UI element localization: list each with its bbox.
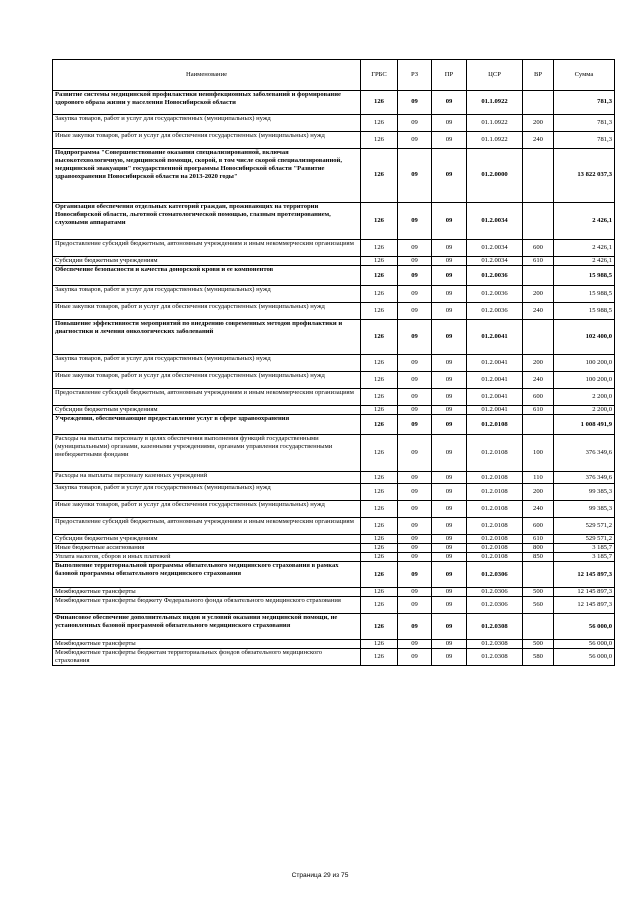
cell-rz: 09 (398, 203, 432, 240)
table-row (53, 597, 615, 614)
cell-rz: 09 (398, 415, 432, 435)
table-row (53, 286, 615, 303)
cell-sum: 56 000,0 (554, 649, 615, 666)
cell-vr (523, 562, 554, 588)
cell-pr: 09 (432, 257, 467, 266)
cell-vr: 200 (523, 355, 554, 372)
cell-sum: 56 000,0 (554, 640, 615, 649)
table-header (53, 60, 615, 91)
cell-name: Иные закупки товаров, работ и услуг для обеспечения государственных (муниципальных) нужд (53, 132, 361, 149)
cell-grbs: 126 (361, 91, 398, 115)
column-header-vr: ВР (523, 60, 554, 91)
budget-table (52, 59, 615, 666)
cell-sum: 2 426,1 (554, 257, 615, 266)
cell-csr: 01.2.0034 (467, 203, 523, 240)
table-row (53, 472, 615, 484)
cell-name: Иные закупки товаров, работ и услуг для обеспечения государственных (муниципальных) нужд (53, 372, 361, 389)
table-row (53, 372, 615, 389)
table-row (53, 544, 615, 553)
cell-pr: 09 (432, 535, 467, 544)
column-header-rz: РЗ (398, 60, 432, 91)
cell-sum: 100 200,0 (554, 355, 615, 372)
cell-grbs: 126 (361, 544, 398, 553)
cell-grbs: 126 (361, 266, 398, 286)
cell-csr: 01.2.0108 (467, 544, 523, 553)
table-row (53, 257, 615, 266)
cell-vr: 200 (523, 286, 554, 303)
cell-name: Межбюджетные трансферты (53, 640, 361, 649)
cell-name: Предоставление субсидий бюджетным, автономным учреждениям и иным некоммерческим организациям (53, 240, 361, 257)
column-header-csr: ЦСР (467, 60, 523, 91)
cell-name: Межбюджетные трансферты бюджетам территориальных фондов обязательного медицинского страхования (53, 649, 361, 666)
column-header-pr: ПР (432, 60, 467, 91)
table-row (53, 535, 615, 544)
cell-pr: 09 (432, 501, 467, 518)
cell-vr: 200 (523, 115, 554, 132)
cell-csr: 01.2.0036 (467, 286, 523, 303)
cell-pr: 09 (432, 240, 467, 257)
cell-pr: 09 (432, 518, 467, 535)
cell-grbs: 126 (361, 518, 398, 535)
cell-vr: 610 (523, 406, 554, 415)
page-number: Страница 29 из 75 (291, 872, 349, 879)
table-row (53, 91, 615, 115)
cell-rz: 09 (398, 472, 432, 484)
cell-pr: 09 (432, 406, 467, 415)
cell-pr: 09 (432, 640, 467, 649)
cell-vr (523, 614, 554, 640)
table-row (53, 640, 615, 649)
cell-sum: 99 385,3 (554, 484, 615, 501)
table-row (53, 266, 615, 286)
cell-csr: 01.2.0000 (467, 149, 523, 203)
cell-grbs: 126 (361, 203, 398, 240)
cell-grbs: 126 (361, 115, 398, 132)
cell-sum: 100 200,0 (554, 372, 615, 389)
table-row (53, 501, 615, 518)
cell-rz: 09 (398, 372, 432, 389)
cell-name: Финансовое обеспечение дополнительных видов и условий оказания медицинской помощи, не установленных базовой программой обязательного медицинского страхования (53, 614, 361, 640)
cell-csr: 01.2.0108 (467, 484, 523, 501)
cell-vr: 100 (523, 435, 554, 472)
cell-sum: 781,3 (554, 91, 615, 115)
cell-name: Субсидии бюджетным учреждениям (53, 406, 361, 415)
cell-csr: 01.2.0041 (467, 355, 523, 372)
table-row (53, 320, 615, 355)
cell-name: Расходы на выплаты персоналу казенных учреждений (53, 472, 361, 484)
table-row (53, 115, 615, 132)
cell-rz: 09 (398, 240, 432, 257)
cell-rz: 09 (398, 562, 432, 588)
cell-sum: 12 145 897,3 (554, 562, 615, 588)
cell-csr: 01.2.0034 (467, 257, 523, 266)
cell-pr: 09 (432, 303, 467, 320)
cell-grbs: 126 (361, 435, 398, 472)
cell-vr (523, 266, 554, 286)
cell-sum: 12 145 897,3 (554, 597, 615, 614)
table-row (53, 415, 615, 435)
cell-pr: 09 (432, 562, 467, 588)
cell-pr: 09 (432, 614, 467, 640)
cell-sum: 15 988,5 (554, 266, 615, 286)
cell-sum: 1 008 491,9 (554, 415, 615, 435)
cell-name: Иные закупки товаров, работ и услуг для обеспечения государственных (муниципальных) нужд (53, 303, 361, 320)
cell-csr: 01.2.0308 (467, 640, 523, 649)
cell-pr: 09 (432, 544, 467, 553)
cell-grbs: 126 (361, 389, 398, 406)
cell-rz: 09 (398, 406, 432, 415)
cell-rz: 09 (398, 149, 432, 203)
cell-pr: 09 (432, 372, 467, 389)
cell-csr: 01.2.0308 (467, 614, 523, 640)
cell-grbs: 126 (361, 406, 398, 415)
cell-grbs: 126 (361, 614, 398, 640)
cell-rz: 09 (398, 640, 432, 649)
table-row (53, 649, 615, 666)
cell-csr: 01.2.0041 (467, 406, 523, 415)
cell-grbs: 126 (361, 535, 398, 544)
cell-csr: 01.2.0108 (467, 553, 523, 562)
cell-sum: 2 426,1 (554, 240, 615, 257)
column-header-name: Наименование (53, 60, 361, 91)
cell-grbs: 126 (361, 562, 398, 588)
cell-vr: 240 (523, 501, 554, 518)
cell-rz: 09 (398, 435, 432, 472)
table-row (53, 614, 615, 640)
cell-grbs: 126 (361, 640, 398, 649)
cell-pr: 09 (432, 115, 467, 132)
cell-sum: 2 426,1 (554, 203, 615, 240)
cell-sum: 12 145 897,3 (554, 588, 615, 597)
table-row (53, 389, 615, 406)
cell-vr: 240 (523, 132, 554, 149)
cell-name: Учреждения, обеспечивающие предоставление услуг в сфере здравоохранения (53, 415, 361, 435)
cell-name: Субсидии бюджетным учреждениям (53, 257, 361, 266)
cell-sum: 3 185,7 (554, 544, 615, 553)
cell-csr: 01.2.0041 (467, 320, 523, 355)
table-row (53, 132, 615, 149)
cell-vr: 500 (523, 588, 554, 597)
cell-pr: 09 (432, 286, 467, 303)
cell-grbs: 126 (361, 649, 398, 666)
column-header-sum: Сумма (554, 60, 615, 91)
cell-rz: 09 (398, 501, 432, 518)
cell-rz: 09 (398, 355, 432, 372)
cell-csr: 01.2.0308 (467, 649, 523, 666)
cell-sum: 2 200,0 (554, 389, 615, 406)
cell-vr: 800 (523, 544, 554, 553)
cell-grbs: 126 (361, 303, 398, 320)
cell-vr (523, 415, 554, 435)
cell-name: Подпрограмма "Совершенствование оказания специализированной, включая высокотехнологичную, медицинской помощи, скорой, в том числе скорой специализированной, медицинской эвакуации" государственной программы Новосибирской области "Развитие здравоохранения Новосибирской области на 2013-2020 годы" (53, 149, 361, 203)
cell-rz: 09 (398, 91, 432, 115)
cell-grbs: 126 (361, 415, 398, 435)
cell-vr: 240 (523, 303, 554, 320)
cell-rz: 09 (398, 303, 432, 320)
cell-vr (523, 203, 554, 240)
cell-vr: 610 (523, 535, 554, 544)
cell-pr: 09 (432, 588, 467, 597)
cell-rz: 09 (398, 115, 432, 132)
cell-vr: 110 (523, 472, 554, 484)
cell-vr: 600 (523, 240, 554, 257)
cell-rz: 09 (398, 588, 432, 597)
cell-sum: 376 349,6 (554, 472, 615, 484)
cell-sum: 376 349,6 (554, 435, 615, 472)
cell-pr: 09 (432, 320, 467, 355)
cell-name: Межбюджетные трансферты бюджету Федерального фонда обязательного медицинского страхования (53, 597, 361, 614)
cell-csr: 01.2.0034 (467, 240, 523, 257)
cell-vr (523, 320, 554, 355)
cell-grbs: 126 (361, 286, 398, 303)
cell-name: Иные закупки товаров, работ и услуг для обеспечения государственных (муниципальных) нужд (53, 501, 361, 518)
cell-name: Расходы на выплаты персоналу в целях обеспечения выполнения функций государственными (муниципальными) органами, казенными учреждениями, органами управления государственными внебюджетными фондами (53, 435, 361, 472)
table-row (53, 518, 615, 535)
cell-rz: 09 (398, 535, 432, 544)
cell-grbs: 126 (361, 597, 398, 614)
cell-vr: 240 (523, 372, 554, 389)
cell-sum: 781,3 (554, 115, 615, 132)
cell-pr: 09 (432, 415, 467, 435)
cell-grbs: 126 (361, 553, 398, 562)
cell-pr: 09 (432, 132, 467, 149)
table-body (53, 91, 615, 666)
table-row (53, 149, 615, 203)
cell-pr: 09 (432, 472, 467, 484)
cell-name: Иные бюджетные ассигнования (53, 544, 361, 553)
cell-pr: 09 (432, 266, 467, 286)
table-row (53, 303, 615, 320)
table-row (53, 435, 615, 472)
cell-pr: 09 (432, 435, 467, 472)
table-row (53, 203, 615, 240)
cell-csr: 01.2.0108 (467, 472, 523, 484)
cell-sum: 15 988,5 (554, 286, 615, 303)
table-row (53, 562, 615, 588)
cell-vr: 580 (523, 649, 554, 666)
cell-grbs: 126 (361, 320, 398, 355)
cell-csr: 01.2.0306 (467, 597, 523, 614)
cell-csr: 01.2.0108 (467, 535, 523, 544)
cell-vr: 850 (523, 553, 554, 562)
cell-vr: 600 (523, 518, 554, 535)
cell-rz: 09 (398, 320, 432, 355)
cell-pr: 09 (432, 484, 467, 501)
cell-vr: 560 (523, 597, 554, 614)
cell-rz: 09 (398, 553, 432, 562)
cell-vr: 500 (523, 640, 554, 649)
cell-name: Развитие системы медицинской профилактики неинфекционных заболеваний и формирование здорового образа жизни у населения Новосибирской области (53, 91, 361, 115)
cell-name: Закупка товаров, работ и услуг для государственных (муниципальных) нужд (53, 286, 361, 303)
cell-rz: 09 (398, 266, 432, 286)
cell-csr: 01.2.0108 (467, 415, 523, 435)
cell-name: Межбюджетные трансферты (53, 588, 361, 597)
cell-rz: 09 (398, 597, 432, 614)
cell-rz: 09 (398, 544, 432, 553)
cell-name: Закупка товаров, работ и услуг для государственных (муниципальных) нужд (53, 484, 361, 501)
cell-name: Субсидии бюджетным учреждениям (53, 535, 361, 544)
cell-grbs: 126 (361, 588, 398, 597)
table-row (53, 240, 615, 257)
cell-csr: 01.2.0041 (467, 372, 523, 389)
cell-csr: 01.2.0036 (467, 266, 523, 286)
cell-pr: 09 (432, 389, 467, 406)
cell-grbs: 126 (361, 472, 398, 484)
cell-csr: 01.1.0922 (467, 91, 523, 115)
cell-grbs: 126 (361, 132, 398, 149)
cell-name: Закупка товаров, работ и услуг для государственных (муниципальных) нужд (53, 115, 361, 132)
cell-rz: 09 (398, 484, 432, 501)
cell-pr: 09 (432, 597, 467, 614)
cell-rz: 09 (398, 257, 432, 266)
cell-sum: 529 571,2 (554, 518, 615, 535)
cell-sum: 56 000,0 (554, 614, 615, 640)
cell-grbs: 126 (361, 355, 398, 372)
cell-csr: 01.2.0036 (467, 303, 523, 320)
cell-rz: 09 (398, 132, 432, 149)
header-row (53, 60, 615, 91)
cell-rz: 09 (398, 649, 432, 666)
cell-name: Закупка товаров, работ и услуг для государственных (муниципальных) нужд (53, 355, 361, 372)
column-header-grbs: ГРБС (361, 60, 398, 91)
cell-sum: 13 822 037,3 (554, 149, 615, 203)
cell-csr: 01.2.0108 (467, 435, 523, 472)
cell-name: Обеспечение безопасности и качества донорской крови и ее компонентов (53, 266, 361, 286)
cell-pr: 09 (432, 649, 467, 666)
cell-csr: 01.1.0922 (467, 115, 523, 132)
cell-name: Предоставление субсидий бюджетным, автономным учреждениям и иным некоммерческим организациям (53, 518, 361, 535)
cell-name: Выполнение территориальной программы обязательного медицинского страхования в рамках базовой программы обязательного медицинского страхования (53, 562, 361, 588)
cell-vr: 200 (523, 484, 554, 501)
cell-rz: 09 (398, 614, 432, 640)
cell-csr: 01.2.0041 (467, 389, 523, 406)
table-row (53, 553, 615, 562)
cell-grbs: 126 (361, 240, 398, 257)
cell-name: Предоставление субсидий бюджетным, автономным учреждениям и иным некоммерческим организациям (53, 389, 361, 406)
cell-vr: 600 (523, 389, 554, 406)
cell-rz: 09 (398, 389, 432, 406)
table-row (53, 484, 615, 501)
cell-sum: 781,3 (554, 132, 615, 149)
cell-name: Организация обеспечения отдельных категорий граждан, проживающих на территории Новосибирской области, льготной стоматологической помощью, глазным протезированием, слуховыми аппаратами (53, 203, 361, 240)
cell-csr: 01.1.0922 (467, 132, 523, 149)
cell-csr: 01.2.0306 (467, 588, 523, 597)
table-row (53, 355, 615, 372)
cell-grbs: 126 (361, 484, 398, 501)
cell-csr: 01.2.0108 (467, 501, 523, 518)
cell-rz: 09 (398, 518, 432, 535)
cell-pr: 09 (432, 149, 467, 203)
cell-name: Уплата налогов, сборов и иных платежей (53, 553, 361, 562)
table-row (53, 406, 615, 415)
cell-pr: 09 (432, 203, 467, 240)
table-row (53, 588, 615, 597)
cell-grbs: 126 (361, 257, 398, 266)
cell-vr: 610 (523, 257, 554, 266)
cell-sum: 99 385,3 (554, 501, 615, 518)
cell-sum: 3 185,7 (554, 553, 615, 562)
cell-sum: 2 200,0 (554, 406, 615, 415)
cell-rz: 09 (398, 286, 432, 303)
cell-vr (523, 149, 554, 203)
cell-sum: 102 400,0 (554, 320, 615, 355)
cell-sum: 15 988,5 (554, 303, 615, 320)
cell-sum: 529 571,2 (554, 535, 615, 544)
cell-grbs: 126 (361, 501, 398, 518)
cell-csr: 01.2.0108 (467, 518, 523, 535)
cell-pr: 09 (432, 355, 467, 372)
cell-name: Повышение эффективности мероприятий по внедрению современных методов профилактики и диагностики и лечения онкологических заболеваний (53, 320, 361, 355)
cell-vr (523, 91, 554, 115)
cell-pr: 09 (432, 91, 467, 115)
cell-csr: 01.2.0306 (467, 562, 523, 588)
cell-pr: 09 (432, 553, 467, 562)
cell-grbs: 126 (361, 149, 398, 203)
cell-grbs: 126 (361, 372, 398, 389)
